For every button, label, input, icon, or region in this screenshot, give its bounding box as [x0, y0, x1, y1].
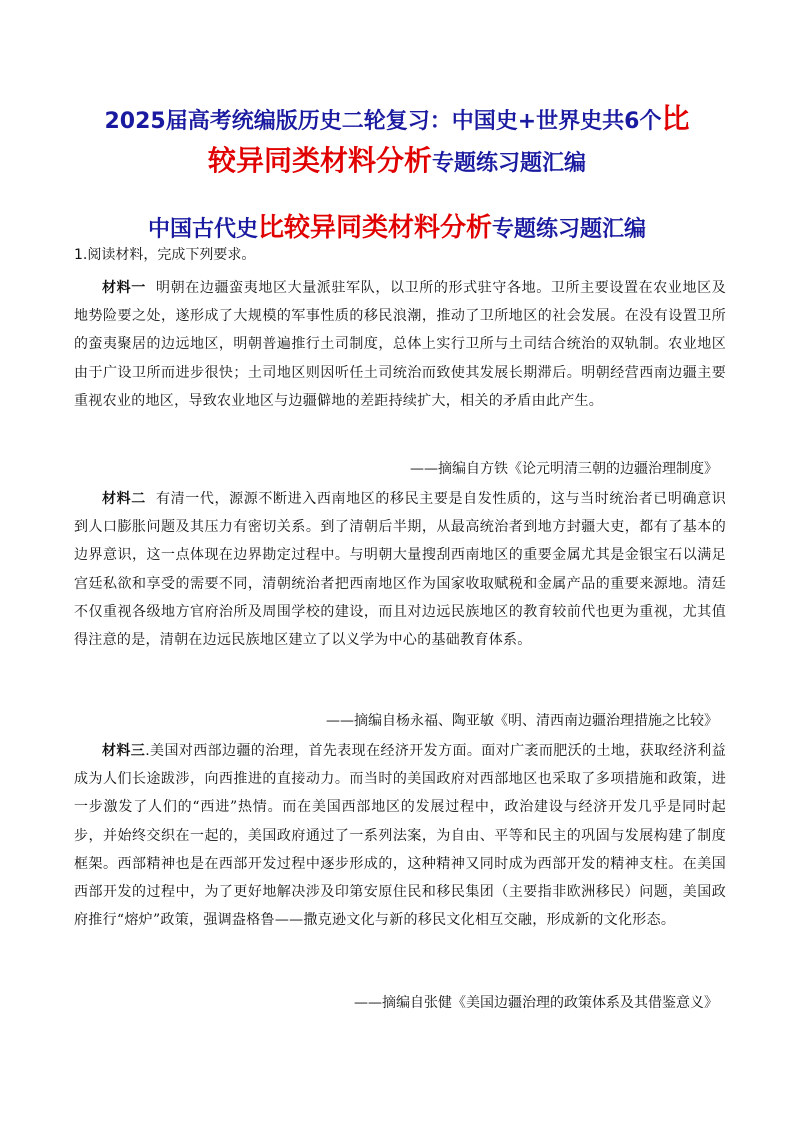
material-1-label: 材料一: [102, 280, 146, 296]
main-title: [50, 100, 744, 184]
material-3: [74, 737, 726, 934]
main-title-part4: 专题练习题汇编: [432, 151, 587, 176]
main-title-highlight-b: 较异同类材料分析: [207, 144, 432, 177]
material-3-source: ——摘编自张健《美国边疆治理的政策体系及其借鉴意义》: [354, 995, 718, 1011]
section-title-highlight: 比较异同类材料分析: [257, 213, 492, 243]
main-title-part1: 2025届高考统编版历史二轮复习：中国史+世界史共6个: [104, 109, 662, 134]
material-3-text: .美国对西部边疆的治理，首先表现在经济开发方面。面对广袤而肥沃的土地，获取经济利益成为人们长途跋涉，向西推进的直接动力。而当时的美国政府对西部地区也采取了多项措施和政策，进一步激发了人们的“西进”热情。而在美国西部地区的发展过程中，政治建设与经济开发几乎是同时起步，并始终交织在一起的，美国政府通过了一系列法案，为自由、平等和民主的巩固与发展构建了制度框架。西部精神也是在西部开发过程中逐步形成的，这种精神又同时成为西部开发的精神支柱。在美国西部开发的过程中，为了更好地解决涉及印第安原住民和移民集团（主要指非欧洲移民）问题，美国政府推行“熔炉”政策，强调盎格鲁——撒克逊文化与新的移民文化相互交融，形成新的文化形态。: [74, 743, 726, 929]
material-2-label: 材料二: [102, 491, 146, 507]
main-title-highlight-a: 比: [661, 102, 690, 135]
material-2-text: 有清一代，源源不断进入西南地区的移民主要是自发性质的，这与当时统治者已明确意识到人口膨胀问题及其压力有密切关系。到了清朝后半期，从最高统治者到地方封疆大吏，都有了基本的边界意识，这一点体现在边界勘定过程中。与明朝大量搜刮西南地区的重要金属尤其是金银宝石以满足宫廷私欲和享受的需要不同，清朝统治者把西南地区作为国家收取赋税和金属产品的重要来源地。清廷不仅重视各级地方官府治所及周围学校的建设，而且对边远民族地区的教育较前代也更为重视，尤其值得注意的是，清朝在边远民族地区建立了以义学为中心的基础教育体系。: [74, 491, 726, 649]
question-prompt: 1.阅读材料，完成下列要求。: [74, 247, 256, 263]
material-1-source: ——摘编自方铁《论元明清三朝的边疆治理制度》: [410, 461, 718, 477]
material-1-text: 明朝在边疆蛮夷地区大量派驻军队，以卫所的形式驻守各地。卫所主要设置在农业地区及地势险要之处，遂形成了大规模的军事性质的移民浪潮，推动了卫所地区的社会发展。在没有设置卫所的蛮夷聚居的边远地区，明朝普遍推行土司制度，总体上实行卫所与土司结合统治的双轨制。农业地区由于广设卫所而进步很快；土司地区则因听任土司统治而致使其发展长期滞后。明朝经营西南边疆主要重视农业的地区，导致农业地区与边疆僻地的差距持续扩大，相关的矛盾由此产生。: [74, 280, 726, 409]
material-3-label: 材料三: [102, 743, 146, 759]
material-2: [74, 485, 726, 654]
section-title-part3: 专题练习题汇编: [492, 217, 647, 242]
material-2-source: ——摘编自杨永福、陶亚敏《明、清西南边疆治理措施之比较》: [326, 713, 718, 729]
section-title-part1: 中国古代史: [147, 217, 258, 242]
material-1: [74, 274, 726, 415]
